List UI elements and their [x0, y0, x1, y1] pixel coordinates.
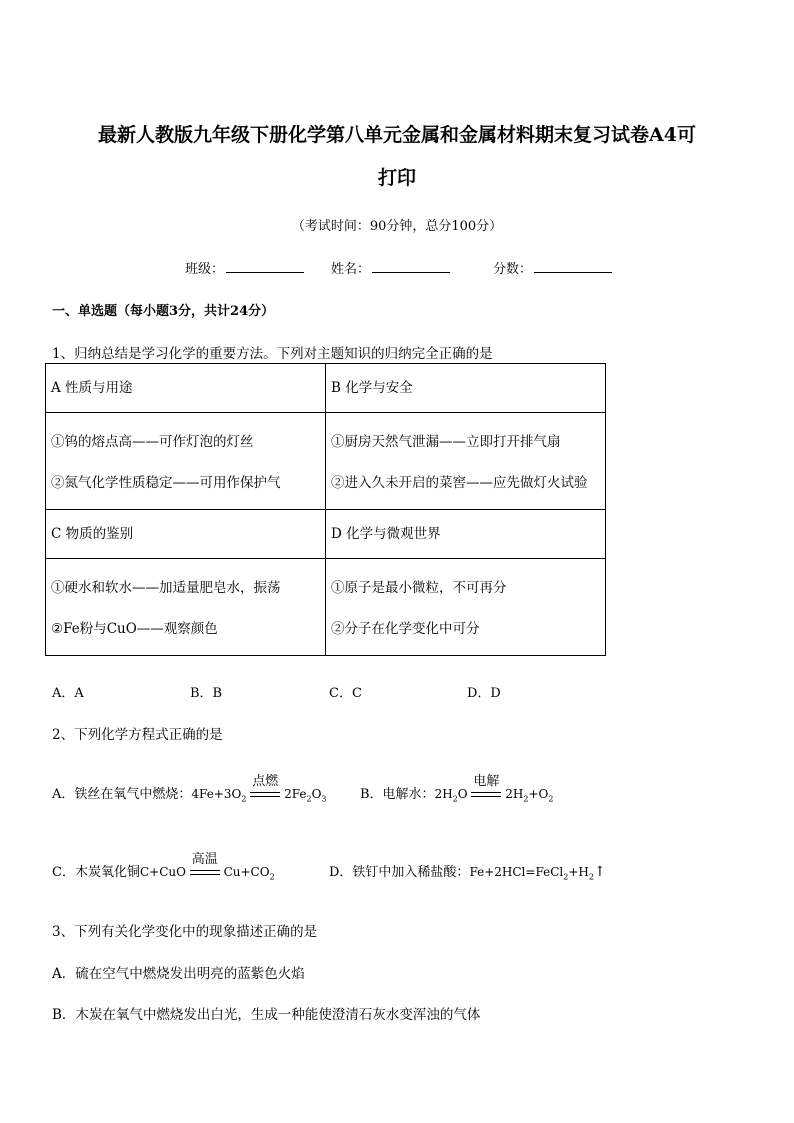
- q1-stem: 1、归纳总结是学习化学的重要方法。下列对主题知识的归纳完全正确的是: [52, 346, 493, 362]
- q2-b-condition: 电解: [473, 774, 500, 789]
- cell-a-content: [46, 413, 326, 510]
- cell-c-content: [46, 559, 326, 656]
- q2-b-equation: $2H_2O$ 电解 $2H_2+O_2$: [435, 787, 554, 803]
- cell-c-head: C 物质的鉴别: [46, 510, 326, 559]
- q1-option-b[interactable]: B．B: [190, 686, 223, 701]
- q2-c-equation: C+CuO 高温 $Cu+CO_2$: [140, 865, 275, 881]
- score-field: [493, 258, 612, 277]
- q2-d-formula: Fe+2HCl=FeCl: [469, 865, 564, 879]
- q2-d-label: D．铁钉中加入稀盐酸：: [329, 865, 470, 880]
- cell-d-line2: ②分子在化学变化中可分: [331, 621, 480, 637]
- cell-b-line2: ②进入久未开启的菜窖——应先做灯火试验: [331, 475, 588, 491]
- class-field: [185, 258, 304, 277]
- cell-a-line2: ②氮气化学性质稳定——可用作保护气: [51, 475, 281, 491]
- score-blank: [534, 258, 612, 273]
- q2-option-a[interactable]: [52, 774, 327, 804]
- q2-stem: 2、下列化学方程式正确的是: [52, 727, 223, 743]
- q2-option-c[interactable]: [52, 852, 275, 882]
- cell-b-content: [326, 413, 606, 510]
- q2-c-condition: 高温: [191, 852, 218, 867]
- cell-d-content: [326, 559, 606, 656]
- q3-stem: 3、下列有关化学变化中的现象描述正确的是: [52, 924, 318, 940]
- name-blank: [372, 258, 450, 273]
- class-blank: [226, 258, 304, 273]
- knowledge-table: [45, 363, 606, 656]
- section-heading: 一、单选题（每小题3分，共计24分）: [52, 304, 275, 319]
- page-title-line2: 打印: [377, 167, 416, 189]
- cell-d-line1: ①原子是最小微粒，不可再分: [331, 580, 507, 596]
- class-label: 班级：: [185, 262, 225, 277]
- name-field: [331, 258, 450, 277]
- gas-arrow-icon: ↑: [593, 864, 606, 880]
- q2-b-label: B．电解水：: [360, 787, 435, 802]
- name-label: 姓名：: [331, 262, 371, 277]
- score-label: 分数：: [493, 262, 533, 277]
- q2-a-condition: 点燃: [252, 774, 279, 789]
- q1-option-d[interactable]: D．D: [467, 686, 501, 701]
- exam-info: （考试时间：90分钟，总分100分）: [291, 219, 503, 234]
- cell-c-line1: ①硬水和软水——加适量肥皂水，振荡: [51, 580, 281, 596]
- q2-a-label: A．铁丝在氧气中燃烧：: [52, 787, 192, 802]
- q2-option-d[interactable]: [329, 861, 606, 881]
- page-title-line1: 最新人教版九年级下册化学第八单元金属和金属材料期末复习试卷A4可: [98, 124, 696, 146]
- cell-b-line1: ①厨房天然气泄漏——立即打开排气扇: [331, 434, 561, 450]
- cell-c-line2: ②Fe粉与CuO——观察颜色: [51, 621, 218, 637]
- cell-b-head: B 化学与安全: [326, 364, 606, 413]
- cell-a-head: A 性质与用途: [46, 364, 326, 413]
- q2-a-equation: $4Fe+3O_2$ 点燃 $2Fe_2O_3$: [191, 787, 326, 803]
- q1-option-a[interactable]: A．A: [52, 686, 84, 701]
- q2-c-label: C．木炭氧化铜: [52, 865, 140, 880]
- q2-d-equation: $Fe+2HCl=FeCl_2+H_2↑$: [469, 864, 606, 882]
- q1-option-c[interactable]: C．C: [329, 686, 362, 701]
- q2-option-b[interactable]: [360, 774, 554, 804]
- q3-option-b[interactable]: B．木炭在氧气中燃烧发出白光，生成一种能使澄清石灰水变浑浊的气体: [52, 1007, 481, 1023]
- cell-a-line1: ①钨的熔点高——可作灯泡的灯丝: [51, 434, 254, 450]
- q3-option-a[interactable]: A．硫在空气中燃烧发出明亮的蓝紫色火焰: [52, 966, 305, 982]
- cell-d-head: D 化学与微观世界: [326, 510, 606, 559]
